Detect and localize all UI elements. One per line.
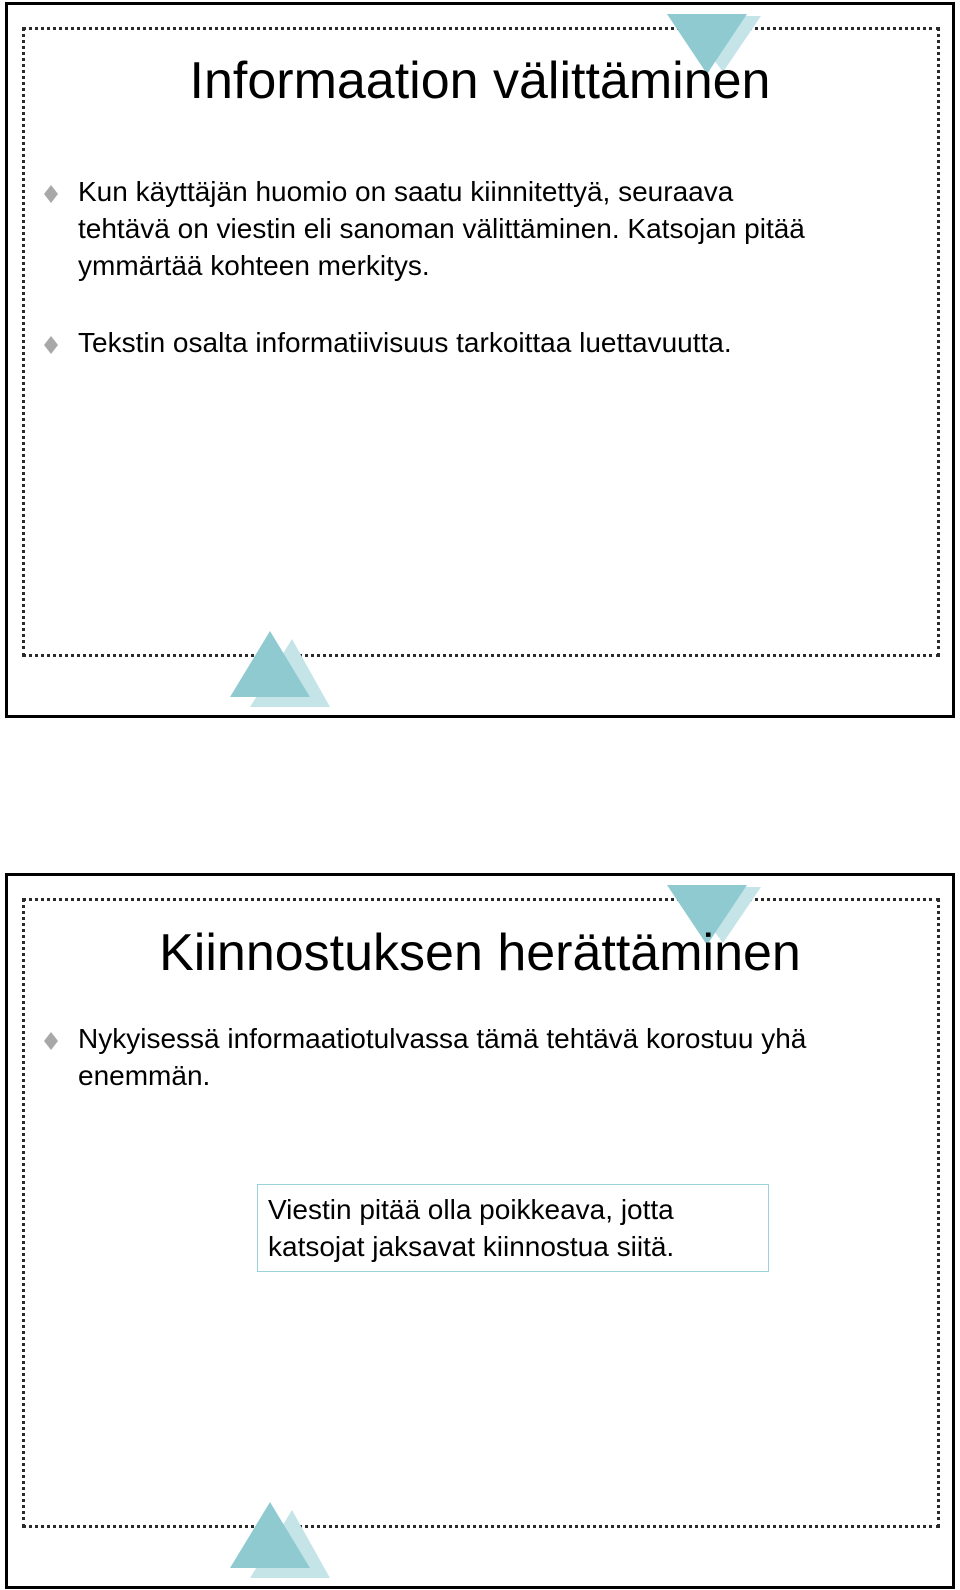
callout-line: Viestin pitää olla poikkeava, jotta [268,1194,674,1225]
bullet-line: Kun käyttäjän huomio on saatu kiinnitettyä, seuraava [78,176,734,207]
slide-title: Kiinnostuksen herättäminen [159,924,801,982]
bullet-item [44,1020,924,1100]
slide-2 [5,873,955,1589]
callout-line: katsojat jaksavat kiinnostua siitä. [268,1231,675,1262]
callout-box [257,1184,769,1272]
bullet-line: Tekstin osalta informatiivisuus tarkoittaa luettavuutta. [78,327,732,358]
bullet-item [44,173,924,293]
triangle-decoration-icon [228,631,338,711]
slide-1 [5,2,955,718]
triangle-decoration-icon [228,1502,338,1582]
bullet-text [78,173,918,284]
slide-title: Informaation välittäminen [189,52,771,110]
bullet-line: Nykyisessä informaatiotulvassa tämä tehtävä korostuu yhä [78,1023,807,1054]
bullet-item [44,324,924,364]
bullet-line: enemmän. [78,1060,211,1091]
diamond-bullet-icon [44,336,58,354]
bullet-text [78,1020,918,1094]
bullet-line: ymmärtää kohteen merkitys. [78,250,430,281]
bullet-text [78,324,732,361]
diamond-bullet-icon [44,1032,58,1050]
diamond-bullet-icon [44,185,58,203]
bullet-line: tehtävä on viestin eli sanoman välittäminen. Katsojan pitää [78,213,805,244]
